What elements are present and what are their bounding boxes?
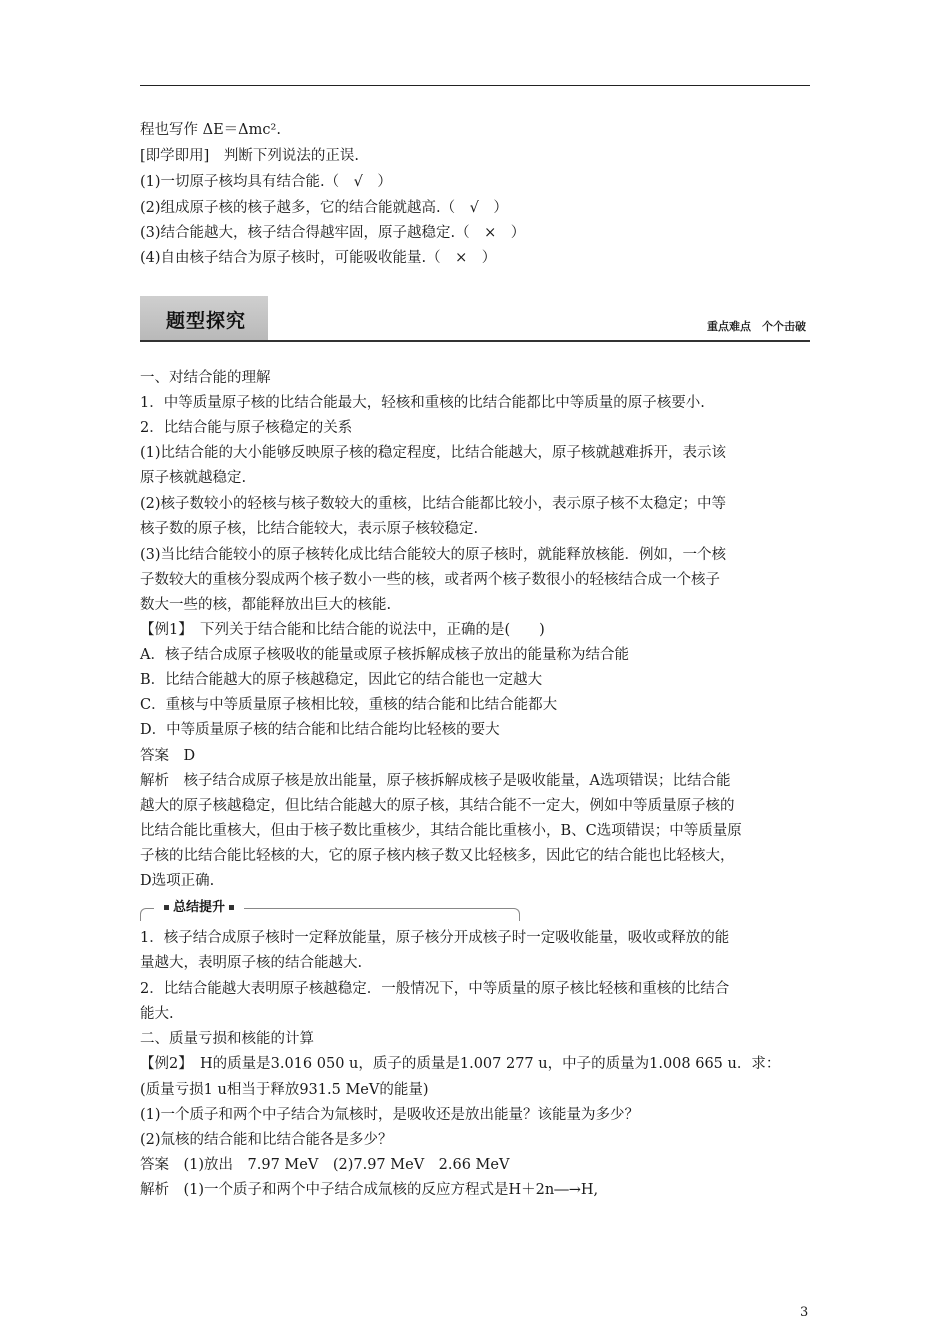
summary-point1-line1: 1．核子结合成原子核时一定释放能量，原子核分开成核子时一定吸收能量，吸收或释放的能 [140,930,730,946]
part1-point5-line1: (3)当比结合能较小的原子核转化成比结合能较大的原子核时，就能释放核能．例如，一个核 [140,547,727,563]
part1-point3-line1: (1)比结合能的大小能够反映原子核的稳定程度，比结合能越大，原子核就越难拆开，表示该 [140,445,727,461]
judge-item-2: (2)组成原子核的核子越多，它的结合能就越高.（ √ ） [140,200,508,216]
part1-point3-line2: 原子核就越稳定. [140,470,247,486]
example1-stem: 【例1】 下列关于结合能和比结合能的说法中，正确的是( ) [140,622,545,638]
part1-point4-line2: 核子数的原子核，比结合能较大，表示原子核较稳定. [140,521,479,537]
judge-item-1: (1)一切原子核均具有结合能.（ √ ） [140,174,392,190]
summary-point2-line1: 2．比结合能越大表明原子核越稳定．一般情况下，中等质量的原子核比轻核和重核的比结合 [140,981,730,997]
part1-point5-line2: 子数较大的重核分裂成两个核子数小一些的核，或者两个核子数很小的轻核结合成一个核子 [140,572,720,588]
example1-option-c: C．重核与中等质量原子核相比较，重核的结合能和比结合能都大 [140,697,558,713]
part2-heading: 二、质量亏损和核能的计算 [140,1031,314,1047]
section-title: 题型探究 [166,310,247,332]
example1-analysis-line2: 越大的原子核越稳定，但比结合能越大的原子核，其结合能不一定大，例如中等质量原子核的 [140,798,735,814]
summary-label-text: 总结提升 [173,900,226,915]
example2-answer: 答案 (1)放出 7.97 MeV (2)7.97 MeV 2.66 MeV [140,1157,510,1173]
summary-point2-line2: 能大. [140,1006,174,1022]
example1-option-b: B．比结合能越大的原子核越稳定，因此它的结合能也一定越大 [140,672,543,688]
example1-analysis-line4: 子核的比结合能比轻核的大，它的原子核内核子数又比轻核多，因此它的结合能也比轻核大， [140,848,735,864]
summary-box [140,896,520,920]
example1-option-d: D．中等质量原子核的结合能和比结合能均比轻核的要大 [140,722,500,738]
part1-point5-line3: 数大一些的核，都能释放出巨大的核能. [140,597,392,613]
summary-label [154,896,244,915]
example2-question2: (2)氚核的结合能和比结合能各是多少？ [140,1132,393,1148]
part1-heading: 一、对结合能的理解 [140,370,271,386]
part1-point1: 1．中等质量原子核的比结合能最大，轻核和重核的比结合能都比中等质量的原子核要小. [140,395,705,411]
example2-analysis: 解析 (1)一个质子和两个中子结合成氚核的反应方程式是H＋2n―→H, [140,1182,599,1198]
header-rule [140,85,810,86]
example1-analysis-line3: 比结合能比重核大，但由于核子数比重核少，其结合能比重核小，B、C选项错误；中等质量原 [140,823,742,839]
bullet-icon [229,905,234,910]
page-number: 3 [800,1305,809,1320]
bullet-icon [164,905,169,910]
practice-intro: [即学即用] 判断下列说法的正误. [140,148,359,164]
example1-answer: 答案 D [140,748,196,764]
example2-note: (质量亏损1 u相当于释放931.5 MeV的能量) [140,1082,429,1098]
summary-point1-line2: 量越大，表明原子核的结合能越大. [140,955,363,971]
section-subtitle: 重点难点 个个击破 [707,320,806,333]
example1-option-a: A．核子结合成原子核吸收的能量或原子核拆解成核子放出的能量称为结合能 [140,647,629,663]
part1-point4-line1: (2)核子数较小的轻核与核子数较大的重核，比结合能都比较小，表示原子核不太稳定；中等 [140,496,727,512]
judge-item-4: (4)自由核子结合为原子核时，可能吸收能量.（ × ） [140,250,497,266]
judge-item-3: (3)结合能越大，核子结合得越牢固，原子越稳定.（ × ） [140,225,526,241]
example2-question1: (1)一个质子和两个中子结合为氚核时，是吸收还是放出能量？该能量为多少？ [140,1107,640,1123]
section-banner [140,296,810,342]
example2-stem: 【例2】 H的质量是3.016 050 u，质子的质量是1.007 277 u，中子的质量为1.008 665 u．求： [140,1056,781,1072]
example1-analysis-line5: D选项正确. [140,873,215,889]
example1-analysis-line1: 解析 核子结合成原子核是放出能量，原子核拆解成核子是吸收能量，A选项错误；比结合能 [140,773,731,789]
part1-point2: 2．比结合能与原子核稳定的关系 [140,420,353,436]
banner-rule [140,340,810,342]
energy-formula-line: 程也写作 ΔE＝Δmc². [140,122,281,138]
